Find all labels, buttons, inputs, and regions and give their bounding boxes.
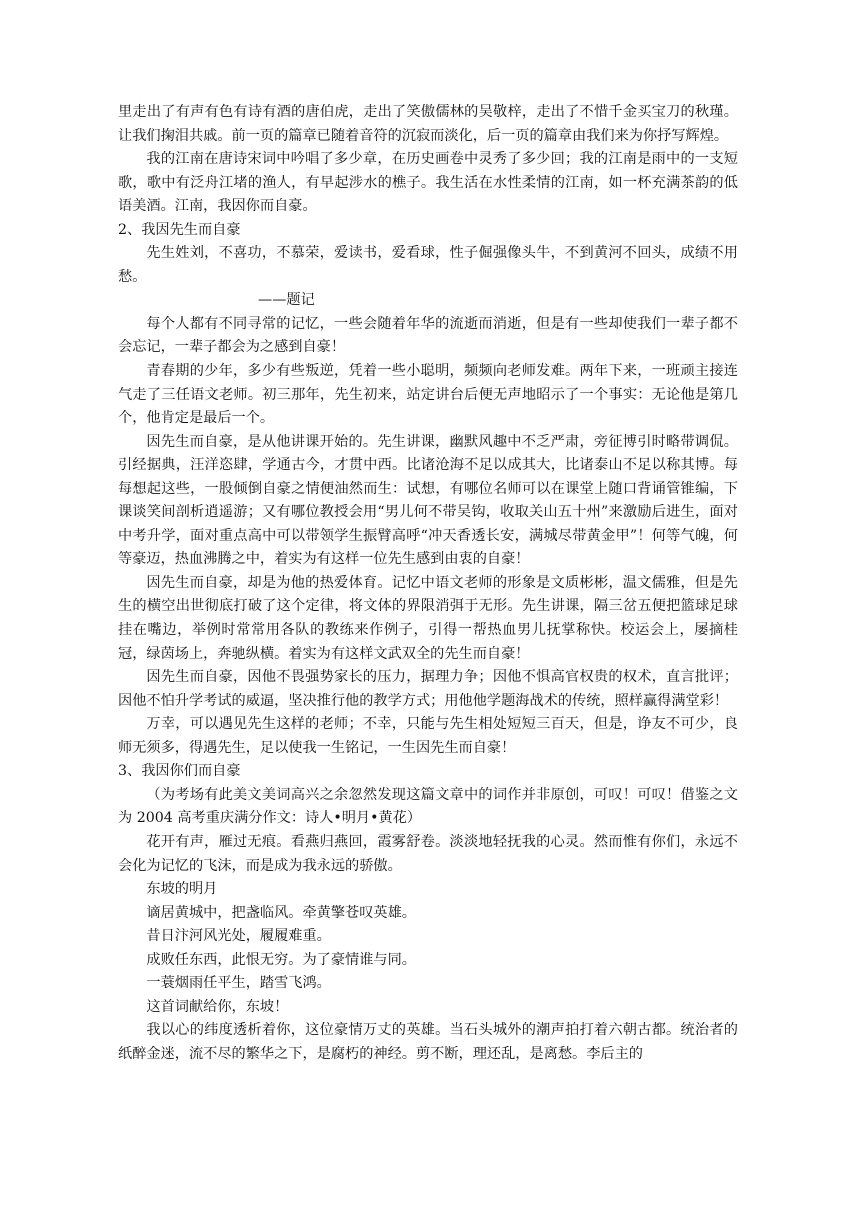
- document-body: [118, 101, 738, 1066]
- paragraph: 因先生而自豪，却是为他的热爱体育。记忆中语文老师的形象是文质彬彬，温文儒雅，但是先生的横空出世彻底打破了这个定律，将文体的界限消弭于无形。先生讲课，隔三岔五便把篮球足球挂在嘴边，举例时常常用各队的教练来作例子，引得一帮热血男儿抚掌称快。校运会上，屡摘桂冠，绿茵场上，奔驰纵横。着实为有这样文武双全的先生而自豪！: [118, 574, 738, 662]
- paragraph: 青春期的少年，多少有些叛逆，凭着一些小聪明，频频向老师发难。两年下来，一班顽主接连气走了三任语文老师。初三那年，先生初来，站定讲台后便无声地昭示了一个事实：无论他是第几个，他肯定是最后一个。: [118, 363, 738, 427]
- section-heading: 3、我因你们而自豪: [118, 763, 241, 780]
- epigraph-attribution: ——题记: [258, 292, 315, 309]
- paragraph: 因先生而自豪，因他不畏强势家长的压力，据理力争；因他不惧高官权贵的权术，直言批评；因他不怕升学考试的威逼，坚决推行他的教学方式；用他他学题海战术的传统，照样赢得满堂彩！: [118, 669, 738, 709]
- paragraph: 每个人都有不同寻常的记忆，一些会随着年华的流逝而消逝，但是有一些却使我们一辈子都不会忘记，一辈子都会为之感到自豪！: [118, 315, 738, 356]
- paragraph: 万幸，可以遇见先生这样的老师；不幸，只能与先生相处短短三百天，但是，诤友不可少，良师无须多，得遇先生，足以使我一生铭记，一生因先生而自豪！: [118, 716, 738, 756]
- poem-line: 成败任东西，此恨无穷。为了豪情谁与同。: [146, 951, 416, 968]
- paragraph: 因先生而自豪，是从他讲课开始的。先生讲课，幽默风趣中不乏严肃，旁征博引时略带调侃。引经据典，汪洋恣肆，学通古今，才贯中西。比诸沧海不足以成其大，比诸泰山不足以称其博。每每想起这些，一股倾倒自豪之情便油然而生：试想，有哪位名师可以在课堂上随口背诵管锥编，下课谈笑间剖析逍遥游；又有哪位教授会用“男儿何不带吴钩，收取关山五十州”来激励后进生，面对中考升学，面对重点高中可以带领学生振臂高呼“冲天香透长安，满城尽带黄金甲”！何等气魄，何等豪迈，热血沸腾之中，着实为有这样一位先生感到由衷的自豪！: [118, 433, 738, 568]
- paragraph: 我的江南在唐诗宋词中吟唱了多少章，在历史画卷中灵秀了多少回；我的江南是雨中的一支短歌，歌中有泛舟江堵的渔人，有早起涉水的樵子。我生活在水性柔情的江南，如一杯充满茶韵的低语美酒。江南，我因你而自豪。: [118, 151, 738, 215]
- poem-title: 东坡的明月: [146, 881, 218, 898]
- paragraph: 先生姓刘，不喜功，不慕荣，爱读书，爱看球，性子倔强像头牛，不到黄河不回头，成绩不用愁。: [118, 245, 738, 285]
- paragraph: 我以心的纬度透析着你，这位豪情万丈的英雄。当石头城外的潮声拍打着六朝古都。统治者的纸醉金迷，流不尽的繁华之下，是腐朽的神经。剪不断，理还乱，是离愁。李后主的: [118, 1022, 738, 1062]
- poem-line: 一蓑烟雨任平生，踏雪飞鸿。: [146, 975, 331, 992]
- poem-line: 昔日汴河风光处，履履难重。: [146, 928, 331, 945]
- paragraph: 里走出了有声有色有诗有酒的唐伯虎，走出了笑傲儒林的吴敬梓，走出了不惜千金买宝刀的秋瑾。让我们掬泪共戚。前一页的篇章已随着音符的沉寂而淡化，后一页的篇章由我们来为你抒写辉煌。: [118, 104, 738, 144]
- editor-note: （为考场有此美文美词高兴之余忽然发现这篇文章中的词作并非原创，可叹！可叹！借鉴之文为 2004 高考重庆满分作文：诗人•明月•黄花）: [118, 786, 738, 827]
- section-heading: 2、我因先生而自豪: [118, 221, 241, 238]
- poem-line: 谪居黄城中，把盏临风。牵黄擎苍叹英雄。: [146, 904, 416, 921]
- paragraph: 花开有声，雁过无痕。看燕归燕回，霞雾舒卷。淡淡地轻抚我的心灵。然而惟有你们，永远不会化为记忆的飞沫，而是成为我永远的骄傲。: [118, 833, 738, 874]
- paragraph: 这首词献给你，东坡！: [146, 998, 289, 1015]
